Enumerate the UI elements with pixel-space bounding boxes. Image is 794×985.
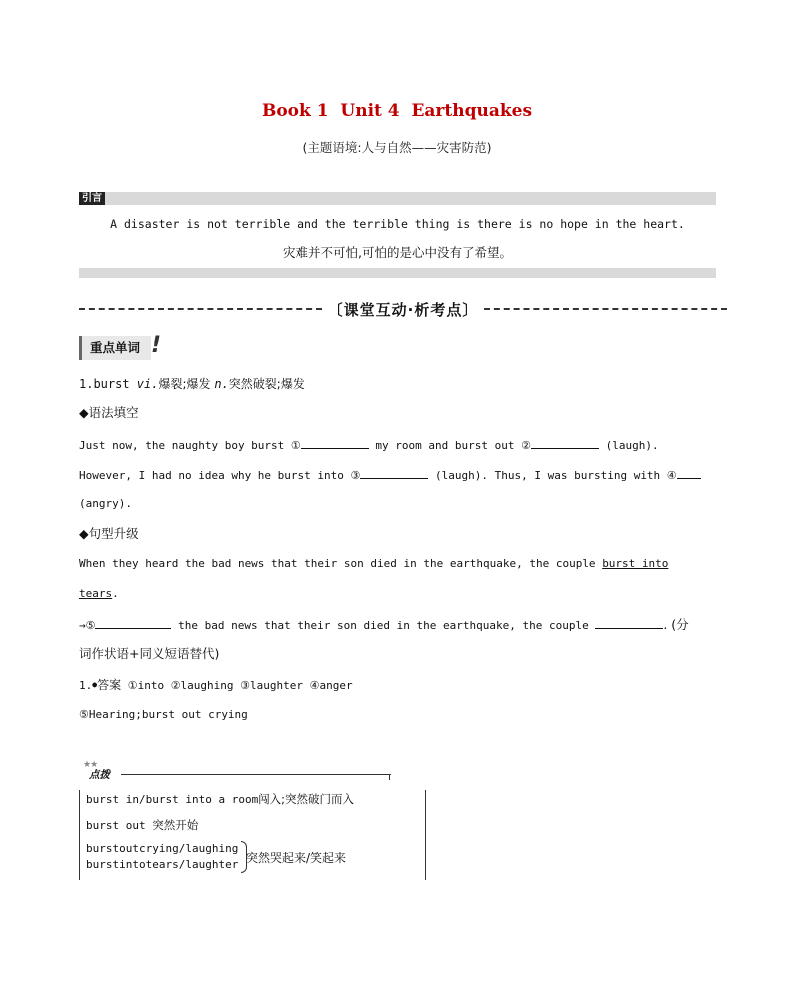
grammar-text: (laugh).: [598, 439, 659, 452]
tip-phrase: burst out: [86, 819, 153, 832]
keyword-section-tag: 重点单词: [79, 336, 151, 360]
intro-quote-chinese: 灾难并不可怕,可怕的是心中没有了希望。: [283, 245, 512, 260]
tip-header: [79, 760, 391, 780]
answer-label: 答案: [97, 678, 122, 692]
grammar-line-2: [79, 466, 701, 484]
tip-meaning-crying: 突然哭起来/笑起来: [246, 851, 347, 865]
word-meaning-noun: 突然破裂;爆发: [228, 377, 305, 391]
tip-box-left-border: [79, 790, 80, 880]
sentence-text: When they heard the bad news that their son died in the earthquake, the couple: [79, 557, 603, 570]
tip-phrase: burst in/burst into a room: [86, 793, 259, 806]
blank-2[interactable]: [531, 436, 599, 449]
underlined-phrase: tears: [79, 587, 113, 600]
intro-quote-english: A disaster is not terrible and the terrible thing is there is no hope in the heart.: [110, 217, 685, 231]
tip-line-1: [86, 791, 354, 807]
intro-bottom-bar: [79, 268, 716, 278]
tip-meaning: 闯入;突然破门而入: [258, 792, 355, 806]
intro-top-bar: [79, 192, 716, 205]
word-meaning-verb: 爆裂;爆发: [158, 377, 215, 391]
sentence-text: →⑤: [79, 619, 96, 632]
grammar-text: my room and burst out ②: [368, 439, 531, 452]
word-pos-verb: vi.: [136, 377, 159, 391]
sentence-line-1: [79, 556, 668, 572]
section-divider: [79, 297, 727, 321]
sentence-line-3: [79, 616, 689, 634]
answer-number: 1.: [79, 679, 93, 692]
blank-5a[interactable]: [95, 616, 171, 629]
sentence-heading: ◆句型升级: [79, 526, 139, 541]
sentence-text: . (分: [663, 617, 689, 632]
grammar-text: However, I had no idea why he burst into ③: [79, 469, 361, 482]
word-headword: 1.burst: [79, 377, 137, 391]
tip-rule: [121, 774, 391, 775]
tip-meaning: 突然开始: [152, 818, 199, 832]
blank-3[interactable]: [360, 466, 428, 479]
answer-line-1: [79, 677, 353, 694]
answer-icon: ●: [92, 680, 98, 689]
exclamation-icon: !: [151, 333, 162, 358]
word-entry: [79, 376, 305, 392]
answer-items: ①into ②laughing ③laughter ④anger: [121, 679, 353, 692]
sentence-line-2: [79, 586, 119, 602]
divider-dash-left: [79, 308, 322, 310]
sentence-text: .: [112, 587, 119, 600]
grammar-text: (laugh). Thus, I was bursting with ④: [428, 469, 677, 482]
star-icon: ★★: [83, 760, 98, 770]
answer-line-2: ⑤Hearing;burst out crying: [79, 708, 248, 721]
grammar-heading: ◆语法填空: [79, 405, 139, 420]
blank-4[interactable]: [677, 466, 701, 479]
sentence-text: the bad news that their son died in the earthquake, the couple: [171, 619, 596, 632]
sentence-line-4: 词作状语+同义短语替代): [79, 646, 220, 661]
tip-rule-end: [389, 774, 390, 780]
tip-label: 点拨: [89, 769, 110, 781]
divider-dash-right: [484, 308, 727, 310]
blank-1[interactable]: [301, 436, 369, 449]
tip-box-right-border: [425, 790, 426, 880]
underlined-phrase: burst into: [602, 557, 669, 570]
tip-phrase-crying: burstoutcrying/laughing: [86, 842, 239, 855]
page-title: Book 1 Unit 4 Earthquakes: [261, 101, 533, 121]
grammar-line-3: (angry).: [79, 497, 132, 510]
tip-phrase-tears: burstintotears/laughter: [86, 858, 239, 871]
blank-5b[interactable]: [595, 616, 663, 629]
grammar-line-1: [79, 436, 659, 454]
section-divider-title: 〔课堂互动·析考点〕: [327, 300, 479, 319]
tip-line-2: [86, 817, 198, 833]
word-pos-noun: n.: [214, 377, 229, 391]
page-subtitle: (主题语境:人与自然——灾害防范): [302, 140, 492, 155]
grammar-text: Just now, the naughty boy burst ①: [79, 439, 301, 452]
intro-label: 引言: [79, 192, 105, 205]
